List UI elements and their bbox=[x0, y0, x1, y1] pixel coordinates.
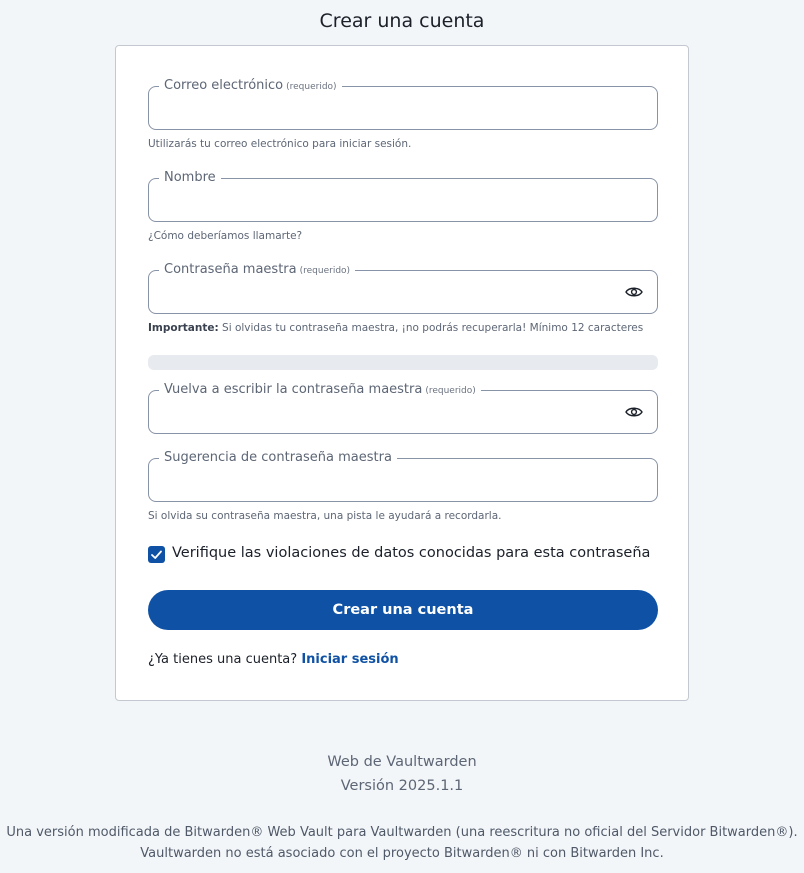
breach-check-checkbox[interactable] bbox=[148, 546, 165, 563]
name-label: Nombre bbox=[159, 170, 221, 186]
email-input[interactable] bbox=[161, 95, 615, 123]
retype-password-input[interactable] bbox=[161, 399, 615, 427]
master-password-label: Contraseña maestra (requerido) bbox=[159, 262, 355, 279]
retype-password-label: Vuelva a escribir la contraseña maestra (requerido) bbox=[159, 382, 481, 399]
create-account-button[interactable]: Crear una cuenta bbox=[148, 590, 658, 630]
check-icon bbox=[148, 546, 165, 563]
master-password-hint: Importante: Si olvidas tu contraseña maestra, ¡no podrás recuperarla! Mínimo 12 caracteres bbox=[148, 322, 644, 334]
name-field-container bbox=[148, 170, 658, 222]
breach-check-label[interactable]: Verifique las violaciones de datos conocidas para esta contraseña bbox=[172, 545, 651, 561]
retype-password-required-tag: (requerido) bbox=[425, 386, 476, 396]
email-required-tag: (requerido) bbox=[286, 82, 337, 92]
name-input[interactable] bbox=[161, 187, 615, 215]
email-label: Correo electrónico (requerido) bbox=[159, 78, 342, 95]
footer-disclaimer-1: Una versión modificada de Bitwarden® Web Vault para Vaultwarden (una reescritura no oficial del Servidor Bitwarden®). bbox=[6, 825, 798, 840]
footer-app-name: Web de Vaultwarden bbox=[327, 754, 477, 770]
password-hint-field-container bbox=[148, 450, 658, 502]
eye-icon[interactable] bbox=[625, 404, 643, 420]
master-password-field-container bbox=[148, 262, 658, 314]
retype-password-field-container bbox=[148, 382, 658, 434]
password-hint-label: Sugerencia de contraseña maestra bbox=[159, 450, 397, 466]
login-prompt-text: ¿Ya tienes una cuenta? bbox=[148, 652, 298, 667]
login-link[interactable]: Iniciar sesión bbox=[301, 652, 399, 667]
footer-version: Versión 2025.1.1 bbox=[340, 778, 464, 794]
page-title: Crear una cuenta bbox=[319, 10, 485, 32]
email-hint: Utilizarás tu correo electrónico para iniciar sesión. bbox=[148, 138, 412, 150]
password-hint-input[interactable] bbox=[161, 467, 615, 495]
name-hint: ¿Cómo deberíamos llamarte? bbox=[148, 230, 303, 242]
master-password-required-tag: (requerido) bbox=[299, 266, 351, 276]
master-password-hint-important: Importante: bbox=[148, 322, 219, 334]
master-password-input[interactable] bbox=[161, 279, 615, 307]
eye-icon[interactable] bbox=[625, 284, 643, 300]
footer-disclaimer-2: Vaultwarden no está asociado con el proyecto Bitwarden® ni con Bitwarden Inc. bbox=[140, 846, 664, 861]
register-card bbox=[115, 45, 689, 701]
password-strength-bar bbox=[148, 355, 658, 370]
email-field-container bbox=[148, 78, 658, 130]
login-prompt-line bbox=[148, 652, 399, 667]
password-hint-help: Si olvida su contraseña maestra, una pista le ayudará a recordarla. bbox=[148, 510, 502, 522]
